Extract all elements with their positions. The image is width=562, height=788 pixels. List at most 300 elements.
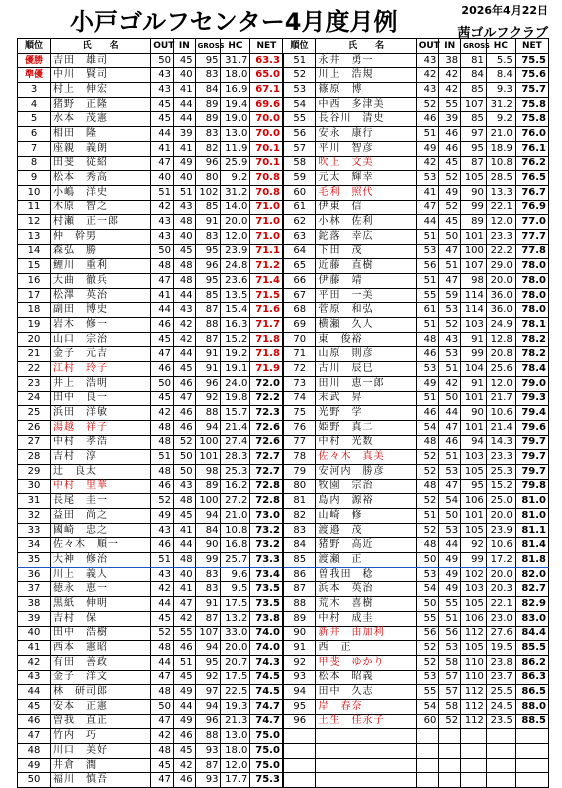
out-score: 54 — [416, 582, 439, 597]
col-net-header: NET — [515, 39, 548, 54]
player-name: 新井 由加利 — [316, 626, 416, 641]
in-score: 44 — [439, 406, 461, 421]
net-score: 75.0 — [250, 758, 283, 773]
in-score: 41 — [173, 523, 195, 538]
gross-score: 91 — [461, 332, 487, 347]
table-row — [18, 567, 549, 582]
out-score: 51 — [416, 318, 439, 333]
gross-score: 114 — [461, 303, 487, 318]
handicap: 29.0 — [486, 259, 515, 274]
in-score: 49 — [439, 567, 461, 582]
net-score: 79.4 — [515, 406, 548, 421]
gross-score: 83 — [195, 127, 221, 142]
net-score — [515, 758, 548, 773]
handicap: 5.5 — [486, 53, 515, 68]
player-name: 田中 良一 — [51, 391, 151, 406]
player-name: 小嶋 洋史 — [51, 185, 151, 200]
rank-cell: 54 — [283, 97, 316, 112]
rank-cell: 63 — [283, 229, 316, 244]
in-score: 55 — [439, 597, 461, 612]
gross-score: 83 — [195, 229, 221, 244]
net-score: 74.7 — [250, 699, 283, 714]
player-name: 西本 憲昭 — [51, 641, 151, 656]
rank-cell: 11 — [18, 200, 51, 215]
net-score: 78.2 — [515, 347, 548, 362]
table-row — [18, 685, 549, 700]
in-score: 39 — [173, 127, 195, 142]
gross-score: 87 — [195, 611, 221, 626]
player-name: 姫野 真二 — [316, 420, 416, 435]
gross-score: 91 — [195, 362, 221, 377]
rank-cell: 93 — [283, 670, 316, 685]
gross-score: 89 — [195, 97, 221, 112]
rank-cell: 91 — [283, 641, 316, 656]
handicap: 21.7 — [486, 391, 515, 406]
rank-cell: 35 — [18, 553, 51, 568]
in-score: 52 — [439, 171, 461, 186]
net-score: 72.6 — [250, 420, 283, 435]
rank-cell: 6 — [18, 127, 51, 142]
out-score: 49 — [416, 141, 439, 156]
table-row — [18, 464, 549, 479]
player-name: 浜本 英治 — [316, 582, 416, 597]
table-row — [18, 244, 549, 259]
in-score: 47 — [439, 244, 461, 259]
player-name: 井倉 潤 — [51, 758, 151, 773]
rank-cell: 22 — [18, 362, 51, 377]
player-name: 岸 春奈 — [316, 699, 416, 714]
rank-cell — [283, 773, 316, 788]
handicap: 16.8 — [221, 538, 250, 553]
out-score: 49 — [416, 376, 439, 391]
in-score: 53 — [439, 464, 461, 479]
gross-score: 85 — [461, 112, 487, 127]
rank-cell: 36 — [18, 567, 51, 582]
out-score: 45 — [151, 332, 174, 347]
gross-score: 107 — [195, 626, 221, 641]
handicap: 24.8 — [221, 259, 250, 274]
player-name: 益田 尚之 — [51, 509, 151, 524]
net-score: 79.7 — [515, 464, 548, 479]
out-score: 51 — [151, 185, 174, 200]
rank-cell: 52 — [283, 68, 316, 83]
net-score: 67.1 — [250, 83, 283, 98]
table-row — [18, 479, 549, 494]
out-score: 48 — [151, 464, 174, 479]
net-score: 83.0 — [515, 611, 548, 626]
rank-cell: 72 — [283, 362, 316, 377]
handicap: 10.8 — [486, 156, 515, 171]
table-header-row — [18, 39, 549, 54]
in-score: 52 — [439, 318, 461, 333]
net-score: 71.4 — [250, 274, 283, 289]
out-score: 42 — [151, 406, 174, 421]
handicap: 16.9 — [221, 83, 250, 98]
out-score: 44 — [151, 655, 174, 670]
gross-score — [461, 744, 487, 759]
table-row — [18, 758, 549, 773]
table-row — [18, 171, 549, 186]
out-score — [416, 773, 439, 788]
out-score: 43 — [151, 567, 174, 582]
player-name: 吉田 雄司 — [51, 53, 151, 68]
out-score: 46 — [151, 479, 174, 494]
rank-cell: 89 — [283, 611, 316, 626]
in-score — [439, 773, 461, 788]
net-score: 77.7 — [515, 229, 548, 244]
out-score: 45 — [151, 391, 174, 406]
gross-score: 105 — [461, 464, 487, 479]
handicap: 15.2 — [486, 479, 515, 494]
out-score: 42 — [416, 156, 439, 171]
rank-cell: 32 — [18, 509, 51, 524]
player-name: 佐々木 順一 — [51, 538, 151, 553]
gross-score: 98 — [195, 464, 221, 479]
player-name: 徳永 恵一 — [51, 582, 151, 597]
gross-score: 88 — [195, 406, 221, 421]
gross-score: 96 — [195, 714, 221, 729]
in-score: 46 — [173, 376, 195, 391]
rank-cell: 45 — [18, 699, 51, 714]
in-score: 48 — [173, 215, 195, 230]
in-score: 52 — [439, 200, 461, 215]
net-score: 77.8 — [515, 244, 548, 259]
handicap: 15.4 — [221, 303, 250, 318]
gross-score: 102 — [461, 567, 487, 582]
handicap: 14.3 — [486, 435, 515, 450]
in-score: 49 — [439, 582, 461, 597]
net-score: 70.1 — [250, 156, 283, 171]
rank-cell: 12 — [18, 215, 51, 230]
in-score: 53 — [439, 347, 461, 362]
in-score: 53 — [439, 523, 461, 538]
net-score: 63.3 — [250, 53, 283, 68]
rank-cell: 49 — [18, 758, 51, 773]
rank-cell: 85 — [283, 553, 316, 568]
col-hc-header: HC — [486, 39, 515, 54]
out-score: 52 — [151, 626, 174, 641]
rank-cell: 76 — [283, 420, 316, 435]
gross-score: 103 — [461, 582, 487, 597]
rank-cell: 82 — [283, 509, 316, 524]
player-name: 山崎 修 — [316, 509, 416, 524]
out-score: 41 — [151, 141, 174, 156]
net-score: 72.7 — [250, 450, 283, 465]
rank-cell: 71 — [283, 347, 316, 362]
player-name: 田中 浩樹 — [51, 626, 151, 641]
net-score: 74.7 — [250, 714, 283, 729]
rank-cell: 39 — [18, 611, 51, 626]
player-name: 土生 佳永子 — [316, 714, 416, 729]
rank-cell: 88 — [283, 597, 316, 612]
net-score: 75.0 — [250, 744, 283, 759]
player-name: 鯉川 重利 — [51, 259, 151, 274]
out-score: 43 — [151, 523, 174, 538]
net-score: 78.1 — [515, 318, 548, 333]
handicap: 25.0 — [486, 494, 515, 509]
out-score: 55 — [416, 685, 439, 700]
table-row — [18, 420, 549, 435]
gross-score: 112 — [461, 685, 487, 700]
out-score: 55 — [416, 288, 439, 303]
player-name: 水本 茂憲 — [51, 112, 151, 127]
rank-cell: 92 — [283, 655, 316, 670]
gross-score: 103 — [461, 450, 487, 465]
rank-cell: 79 — [283, 464, 316, 479]
out-score: 44 — [416, 215, 439, 230]
in-score: 51 — [439, 611, 461, 626]
player-name: 平川 智彦 — [316, 141, 416, 156]
net-score: 82.0 — [515, 567, 548, 582]
net-score: 72.2 — [250, 391, 283, 406]
rank-cell: 8 — [18, 156, 51, 171]
table-row — [18, 288, 549, 303]
player-name: 安永 康行 — [316, 127, 416, 142]
in-score: 50 — [173, 464, 195, 479]
player-name: 安本 正憲 — [51, 699, 151, 714]
net-score: 65.0 — [250, 68, 283, 83]
handicap: 20.0 — [486, 509, 515, 524]
rank-cell: 61 — [283, 200, 316, 215]
net-score: 70.0 — [250, 112, 283, 127]
player-name: 中村 里華 — [51, 479, 151, 494]
rank-cell: 9 — [18, 171, 51, 186]
gross-score: 85 — [195, 288, 221, 303]
net-score: 71.9 — [250, 362, 283, 377]
handicap: 20.3 — [486, 582, 515, 597]
out-score: 51 — [416, 127, 439, 142]
net-score: 70.1 — [250, 141, 283, 156]
gross-score: 95 — [195, 53, 221, 68]
out-score — [416, 744, 439, 759]
handicap: 15.2 — [221, 332, 250, 347]
in-score: 49 — [173, 714, 195, 729]
handicap — [486, 773, 515, 788]
gross-score: 94 — [195, 509, 221, 524]
player-name: 曽我 直正 — [51, 714, 151, 729]
col-in-header: IN — [173, 39, 195, 54]
player-name: 松本 昭義 — [316, 670, 416, 685]
in-score: 57 — [439, 685, 461, 700]
rank-cell: 38 — [18, 597, 51, 612]
handicap: 9.2 — [486, 112, 515, 127]
gross-score — [461, 758, 487, 773]
out-score: 54 — [416, 420, 439, 435]
net-score: 70.8 — [250, 171, 283, 186]
gross-score: 99 — [195, 553, 221, 568]
gross-score: 94 — [195, 699, 221, 714]
net-score: 70.0 — [250, 127, 283, 142]
player-name: 平田 一美 — [316, 288, 416, 303]
out-score: 44 — [151, 127, 174, 142]
player-name: 吉村 淳 — [51, 450, 151, 465]
net-score: 72.7 — [250, 464, 283, 479]
in-score — [439, 744, 461, 759]
handicap: 12.0 — [221, 229, 250, 244]
out-score: 47 — [151, 714, 174, 729]
gross-score: 110 — [461, 655, 487, 670]
table-row — [18, 582, 549, 597]
gross-score: 93 — [195, 744, 221, 759]
handicap: 24.5 — [486, 699, 515, 714]
out-score: 52 — [416, 655, 439, 670]
player-name: 毛利 照代 — [316, 185, 416, 200]
net-score: 78.0 — [515, 259, 548, 274]
rank-cell: 95 — [283, 699, 316, 714]
in-score: 38 — [439, 53, 461, 68]
gross-score: 107 — [461, 97, 487, 112]
handicap: 31.2 — [221, 185, 250, 200]
gross-score: 90 — [195, 538, 221, 553]
in-score: 44 — [173, 288, 195, 303]
in-score: 41 — [173, 83, 195, 98]
table-row — [18, 538, 549, 553]
player-name: 篠原 博 — [316, 83, 416, 98]
rank-cell: 74 — [283, 391, 316, 406]
gross-score: 84 — [195, 523, 221, 538]
in-score: 43 — [439, 332, 461, 347]
table-row — [18, 303, 549, 318]
net-score: 76.9 — [515, 200, 548, 215]
in-score: 44 — [173, 112, 195, 127]
handicap: 25.3 — [486, 464, 515, 479]
net-score: 79.3 — [515, 391, 548, 406]
net-score: 84.4 — [515, 626, 548, 641]
in-score: 45 — [439, 156, 461, 171]
handicap: 10.6 — [486, 406, 515, 421]
in-score: 54 — [439, 494, 461, 509]
out-score — [416, 729, 439, 744]
rank-cell: 40 — [18, 626, 51, 641]
handicap: 17.2 — [486, 553, 515, 568]
net-score: 73.4 — [250, 567, 283, 582]
in-score: 58 — [439, 655, 461, 670]
out-score: 50 — [416, 553, 439, 568]
in-score: 55 — [173, 626, 195, 641]
rank-cell: 17 — [18, 288, 51, 303]
net-score: 75.3 — [250, 773, 283, 788]
out-score: 47 — [416, 200, 439, 215]
player-name: 古川 辰巳 — [316, 362, 416, 377]
out-score: 50 — [151, 53, 174, 68]
handicap — [486, 744, 515, 759]
net-score: 73.8 — [250, 611, 283, 626]
gross-score: 105 — [461, 171, 487, 186]
table-row — [18, 83, 549, 98]
handicap: 25.7 — [221, 553, 250, 568]
player-name: 松澤 英治 — [51, 288, 151, 303]
col-gross-header: GROSS — [195, 39, 221, 54]
handicap: 27.4 — [221, 435, 250, 450]
rank-cell: 5 — [18, 112, 51, 127]
out-score: 51 — [151, 553, 174, 568]
rank-cell: 86 — [283, 567, 316, 582]
handicap: 18.0 — [221, 744, 250, 759]
handicap: 20.7 — [221, 655, 250, 670]
player-name: 金子 元吉 — [51, 347, 151, 362]
gross-score: 80 — [195, 171, 221, 186]
in-score: 48 — [173, 494, 195, 509]
out-score: 43 — [416, 53, 439, 68]
handicap: 13.0 — [221, 729, 250, 744]
out-score: 42 — [151, 582, 174, 597]
net-score: 73.2 — [250, 523, 283, 538]
rank-cell: 60 — [283, 185, 316, 200]
gross-score: 89 — [461, 215, 487, 230]
handicap: 22.5 — [221, 685, 250, 700]
player-name: 渡瀬 正 — [316, 553, 416, 568]
gross-score: 92 — [461, 538, 487, 553]
rank-cell: 59 — [283, 171, 316, 186]
player-name: 大神 修治 — [51, 553, 151, 568]
in-score: 42 — [173, 332, 195, 347]
handicap: 17.7 — [221, 773, 250, 788]
out-score: 52 — [416, 450, 439, 465]
event-date: 2026年4月22日 — [461, 4, 548, 17]
handicap: 28.5 — [486, 171, 515, 186]
gross-score: 87 — [195, 303, 221, 318]
table-row — [18, 347, 549, 362]
handicap: 23.8 — [486, 655, 515, 670]
gross-score: 97 — [461, 127, 487, 142]
gross-score: 110 — [461, 670, 487, 685]
gross-score: 85 — [195, 200, 221, 215]
gross-score: 94 — [195, 641, 221, 656]
rank-cell: 64 — [283, 244, 316, 259]
rank-cell: 81 — [283, 494, 316, 509]
gross-score: 95 — [195, 655, 221, 670]
handicap: 9.6 — [221, 567, 250, 582]
gross-score: 95 — [195, 244, 221, 259]
in-score: 40 — [173, 229, 195, 244]
gross-score: 89 — [195, 112, 221, 127]
net-score: 78.4 — [515, 362, 548, 377]
handicap — [486, 729, 515, 744]
table-row — [18, 156, 549, 171]
net-score: 79.8 — [515, 479, 548, 494]
in-score: 45 — [173, 509, 195, 524]
rank-cell: 94 — [283, 685, 316, 700]
rank-cell: 46 — [18, 714, 51, 729]
net-score — [515, 744, 548, 759]
handicap: 13.0 — [221, 127, 250, 142]
net-score: 79.7 — [515, 435, 548, 450]
handicap: 23.0 — [486, 611, 515, 626]
in-score: 51 — [173, 185, 195, 200]
gross-score — [461, 773, 487, 788]
player-name: 有田 善政 — [51, 655, 151, 670]
player-name: 中村 孝浩 — [51, 435, 151, 450]
handicap — [486, 758, 515, 773]
out-score: 52 — [416, 97, 439, 112]
out-score: 46 — [416, 347, 439, 362]
table-row — [18, 185, 549, 200]
rank-cell: 62 — [283, 215, 316, 230]
out-score: 53 — [416, 244, 439, 259]
out-score: 50 — [151, 376, 174, 391]
out-score: 46 — [151, 362, 174, 377]
player-name: 光野 学 — [316, 406, 416, 421]
out-score: 45 — [151, 97, 174, 112]
out-score: 52 — [416, 464, 439, 479]
player-name: 岩木 修一 — [51, 318, 151, 333]
handicap: 23.6 — [221, 274, 250, 289]
handicap: 20.0 — [221, 641, 250, 656]
out-score: 40 — [151, 171, 174, 186]
out-score: 53 — [416, 171, 439, 186]
player-name: 福川 慎吾 — [51, 773, 151, 788]
in-score: 50 — [439, 509, 461, 524]
